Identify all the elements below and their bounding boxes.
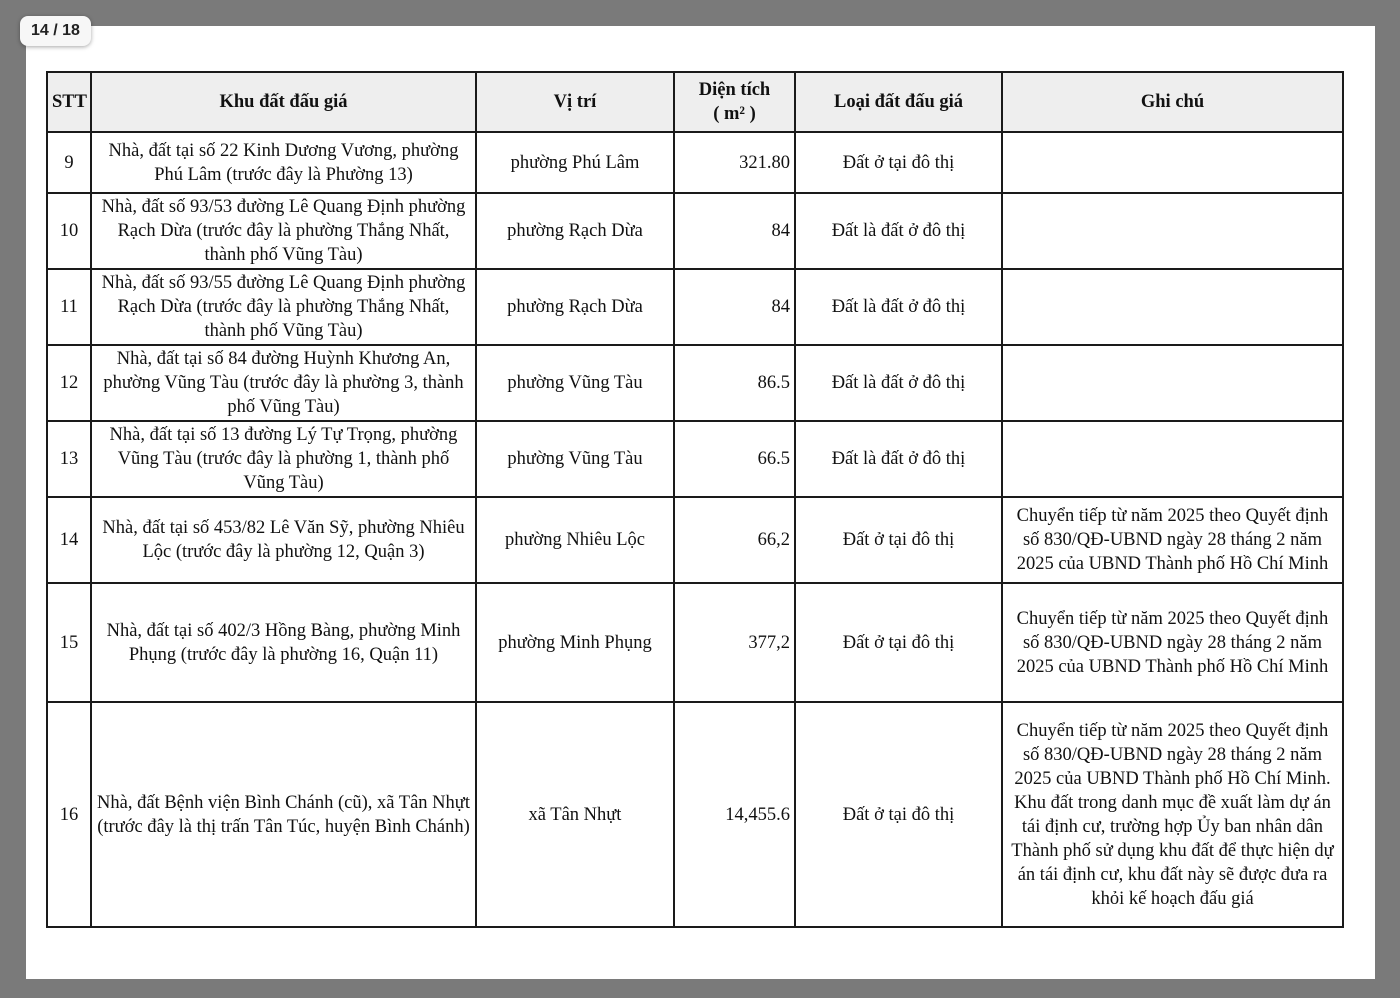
cell-location: xã Tân Nhựt	[476, 702, 674, 927]
cell-land-area: Nhà, đất số 93/55 đường Lê Quang Định phường Rạch Dừa (trước đây là phường Thắng Nhất, thành phố Vũng Tàu)	[91, 269, 476, 345]
cell-location: phường Minh Phụng	[476, 583, 674, 702]
header-area-unit: ( m² )	[713, 104, 756, 124]
cell-notes	[1002, 345, 1343, 421]
cell-notes: Chuyển tiếp từ năm 2025 theo Quyết định số 830/QĐ-UBND ngày 28 tháng 2 năm 2025 của UBND Thành phố Hồ Chí Minh. Khu đất trong danh mục đề xuất làm dự án tái định cư, trường hợp Ủy ban nhân dân Thành phố sử dụng khu đất để thực hiện dự án tái định cư, khu đất này sẽ được đưa ra khỏi kế hoạch đấu giá	[1002, 702, 1343, 927]
cell-land-area: Nhà, đất tại số 84 đường Huỳnh Khương An, phường Vũng Tàu (trước đây là phường 3, thành phố Vũng Tàu)	[91, 345, 476, 421]
header-area	[674, 72, 795, 132]
cell-land-type: Đất là đất ở đô thị	[795, 269, 1002, 345]
cell-land-type: Đất là đất ở đô thị	[795, 421, 1002, 497]
header-stt: STT	[47, 72, 91, 132]
cell-notes	[1002, 132, 1343, 193]
cell-land-type: Đất ở tại đô thị	[795, 583, 1002, 702]
table-header-row	[47, 72, 1343, 132]
cell-location: phường Phú Lâm	[476, 132, 674, 193]
cell-land-type: Đất ở tại đô thị	[795, 702, 1002, 927]
cell-area: 66.5	[674, 421, 795, 497]
cell-notes	[1002, 269, 1343, 345]
table-row	[47, 345, 1343, 421]
cell-area: 377,2	[674, 583, 795, 702]
cell-land-type: Đất ở tại đô thị	[795, 132, 1002, 193]
cell-stt: 14	[47, 497, 91, 583]
cell-location: phường Nhiêu Lộc	[476, 497, 674, 583]
table-row	[47, 583, 1343, 702]
page-indicator: 14 / 18	[20, 16, 91, 46]
cell-land-area: Nhà, đất số 93/53 đường Lê Quang Định phường Rạch Dừa (trước đây là phường Thắng Nhất, thành phố Vũng Tàu)	[91, 193, 476, 269]
cell-stt: 12	[47, 345, 91, 421]
cell-area: 321.80	[674, 132, 795, 193]
cell-notes: Chuyển tiếp từ năm 2025 theo Quyết định số 830/QĐ-UBND ngày 28 tháng 2 năm 2025 của UBND Thành phố Hồ Chí Minh	[1002, 497, 1343, 583]
cell-stt: 11	[47, 269, 91, 345]
cell-stt: 9	[47, 132, 91, 193]
cell-land-area: Nhà, đất Bệnh viện Bình Chánh (cũ), xã Tân Nhựt (trước đây là thị trấn Tân Túc, huyện Bình Chánh)	[91, 702, 476, 927]
cell-area: 84	[674, 193, 795, 269]
cell-location: phường Vũng Tàu	[476, 345, 674, 421]
cell-area: 14,455.6	[674, 702, 795, 927]
header-location: Vị trí	[476, 72, 674, 132]
header-land-area: Khu đất đấu giá	[91, 72, 476, 132]
table-row	[47, 497, 1343, 583]
cell-notes	[1002, 421, 1343, 497]
header-notes: Ghi chú	[1002, 72, 1343, 132]
table-row	[47, 702, 1343, 927]
cell-land-area: Nhà, đất tại số 22 Kinh Dương Vương, phường Phú Lâm (trước đây là Phường 13)	[91, 132, 476, 193]
cell-stt: 13	[47, 421, 91, 497]
cell-stt: 15	[47, 583, 91, 702]
table-row	[47, 193, 1343, 269]
auction-land-table	[46, 71, 1344, 928]
cell-land-type: Đất là đất ở đô thị	[795, 345, 1002, 421]
cell-area: 86.5	[674, 345, 795, 421]
cell-land-area: Nhà, đất tại số 13 đường Lý Tự Trọng, phường Vũng Tàu (trước đây là phường 1, thành phố Vũng Tàu)	[91, 421, 476, 497]
cell-location: phường Vũng Tàu	[476, 421, 674, 497]
cell-area: 84	[674, 269, 795, 345]
cell-land-type: Đất là đất ở đô thị	[795, 193, 1002, 269]
cell-notes: Chuyển tiếp từ năm 2025 theo Quyết định số 830/QĐ-UBND ngày 28 tháng 2 năm 2025 của UBND Thành phố Hồ Chí Minh	[1002, 583, 1343, 702]
cell-area: 66,2	[674, 497, 795, 583]
cell-stt: 16	[47, 702, 91, 927]
table-row	[47, 421, 1343, 497]
cell-land-area: Nhà, đất tại số 402/3 Hồng Bàng, phường Minh Phụng (trước đây là phường 16, Quận 11)	[91, 583, 476, 702]
header-land-type: Loại đất đấu giá	[795, 72, 1002, 132]
cell-land-area: Nhà, đất tại số 453/82 Lê Văn Sỹ, phường Nhiêu Lộc (trước đây là phường 12, Quận 3)	[91, 497, 476, 583]
cell-notes	[1002, 193, 1343, 269]
cell-location: phường Rạch Dừa	[476, 269, 674, 345]
table-row	[47, 269, 1343, 345]
cell-land-type: Đất ở tại đô thị	[795, 497, 1002, 583]
table-row	[47, 132, 1343, 193]
header-area-label: Diện tích	[698, 80, 771, 100]
cell-location: phường Rạch Dừa	[476, 193, 674, 269]
cell-stt: 10	[47, 193, 91, 269]
